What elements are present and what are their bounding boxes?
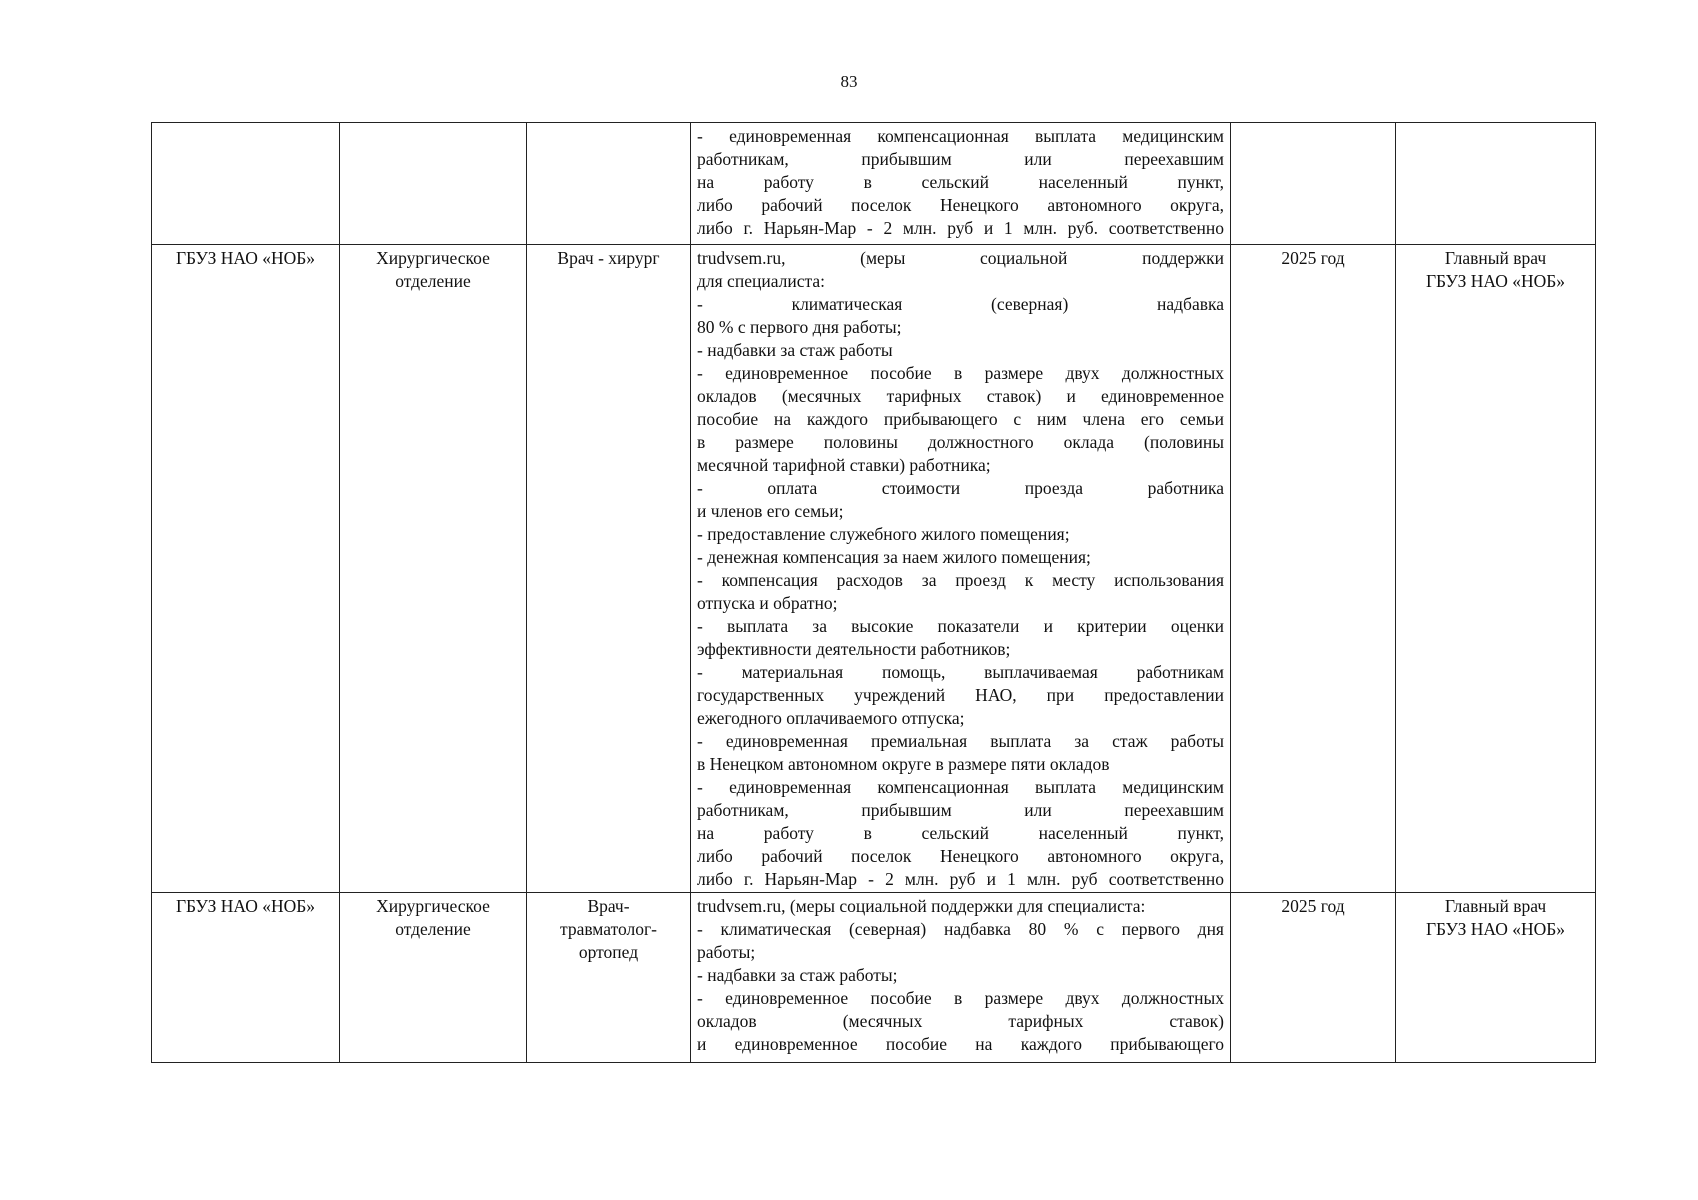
measure-line: trudvsem.ru, (меры социальной поддержки — [697, 248, 1224, 268]
measure-line: на работу в сельский населенный пункт, — [697, 823, 1224, 843]
measure-line: отпуска и обратно; — [697, 593, 838, 613]
measure-line: 80 % с первого дня работы; — [697, 317, 902, 337]
measure-line: - климатическая (северная) надбавка 80 % с первого дня — [697, 919, 1224, 939]
responsible-cell — [1396, 123, 1596, 245]
measure-line: эффективности деятельности работников; — [697, 639, 1011, 659]
measure-line: trudvsem.ru, (меры социальной поддержки для специалиста: — [697, 896, 1146, 916]
measure-line: окладов (месячных тарифных ставок) и единовременное — [697, 386, 1224, 406]
measure-line: работы; — [697, 942, 756, 962]
measure-line: либо рабочий поселок Ненецкого автономного округа, — [697, 195, 1224, 215]
measure-line: - денежная компенсация за наем жилого помещения; — [697, 547, 1091, 567]
position-line: Врач - хирург — [557, 248, 660, 268]
measure-line: - предоставление служебного жилого помещения; — [697, 524, 1070, 544]
department-line: отделение — [395, 919, 471, 939]
measure-line: - выплата за высокие показатели и критерии оценки — [697, 616, 1224, 636]
organization-name: ГБУЗ НАО «НОБ» — [175, 248, 316, 268]
department-cell — [340, 245, 527, 893]
measure-line: работникам, прибывшим или переехавшим — [697, 800, 1224, 820]
table-body — [152, 123, 1596, 1063]
organization-cell — [152, 123, 340, 245]
measure-line: на работу в сельский населенный пункт, — [697, 172, 1224, 192]
year-cell — [1231, 123, 1396, 245]
measures-table — [151, 122, 1596, 1063]
organization-cell — [152, 245, 340, 893]
table-row — [152, 123, 1596, 245]
responsible-line: ГБУЗ НАО «НОБ» — [1425, 919, 1566, 939]
organization-cell — [152, 893, 340, 1063]
support-measures-cell — [691, 893, 1231, 1063]
year-cell — [1231, 245, 1396, 893]
responsible-cell — [1396, 245, 1596, 893]
organization-name: ГБУЗ НАО «НОБ» — [175, 896, 316, 916]
year-value: 2025 год — [1281, 248, 1345, 268]
measure-line: - компенсация расходов за проезд к месту использования — [697, 570, 1224, 590]
measure-line: месячной тарифной ставки) работника; — [697, 455, 991, 475]
table-row — [152, 893, 1596, 1063]
year-cell — [1231, 893, 1396, 1063]
measure-line: пособие на каждого прибывающего с ним члена его семьи — [697, 409, 1224, 429]
department-line: отделение — [395, 271, 471, 291]
measure-line: - материальная помощь, выплачиваемая работникам — [697, 662, 1224, 682]
measure-line: - надбавки за стаж работы; — [697, 965, 898, 985]
position-cell — [527, 123, 691, 245]
measure-line: либо рабочий поселок Ненецкого автономного округа, — [697, 846, 1224, 866]
support-measures-cell — [691, 123, 1231, 245]
measure-line: и единовременное пособие на каждого прибывающего — [697, 1034, 1224, 1054]
table-row — [152, 245, 1596, 893]
measure-line: работникам, прибывшим или переехавшим — [697, 149, 1224, 169]
measure-line: либо г. Нарьян-Мар - 2 млн. руб и 1 млн. руб. соответственно — [697, 218, 1224, 238]
measure-line: - единовременная компенсационная выплата медицинским — [697, 777, 1224, 797]
position-line: ортопед — [578, 942, 639, 962]
department-line: Хирургическое — [376, 896, 490, 916]
measure-line: - оплата стоимости проезда работника — [697, 478, 1224, 498]
measure-line: и членов его семьи; — [697, 501, 844, 521]
measure-line: - единовременное пособие в размере двух должностных — [697, 363, 1224, 383]
position-line: Врач- — [587, 896, 630, 916]
responsible-cell — [1396, 893, 1596, 1063]
measure-line: - надбавки за стаж работы — [697, 340, 893, 360]
position-cell — [527, 245, 691, 893]
measure-line: для специалиста: — [697, 271, 825, 291]
page-number: 83 — [840, 72, 858, 91]
measure-line: ежегодного оплачиваемого отпуска; — [697, 708, 965, 728]
measure-line: - единовременная премиальная выплата за стаж работы — [697, 731, 1224, 751]
department-cell — [340, 123, 527, 245]
support-measures-cell — [691, 245, 1231, 893]
measure-line: - единовременная компенсационная выплата медицинским — [697, 126, 1224, 146]
responsible-line: Главный врач — [1444, 896, 1547, 916]
measure-line: - единовременное пособие в размере двух должностных — [697, 988, 1224, 1008]
responsible-line: ГБУЗ НАО «НОБ» — [1425, 271, 1566, 291]
measure-line: государственных учреждений НАО, при предоставлении — [697, 685, 1224, 705]
department-line: Хирургическое — [376, 248, 490, 268]
position-line: травматолог- — [559, 919, 658, 939]
measure-line: в размере половины должностного оклада (половины — [697, 432, 1224, 452]
measure-line: в Ненецком автономном округе в размере пяти окладов — [697, 754, 1110, 774]
position-cell — [527, 893, 691, 1063]
measure-line: либо г. Нарьян-Мар - 2 млн. руб и 1 млн. руб соответственно — [697, 869, 1224, 889]
responsible-line: Главный врач — [1444, 248, 1547, 268]
measure-line: - климатическая (северная) надбавка — [697, 294, 1224, 314]
measure-line: окладов (месячных тарифных ставок) — [697, 1011, 1224, 1031]
department-cell — [340, 893, 527, 1063]
year-value: 2025 год — [1281, 896, 1345, 916]
